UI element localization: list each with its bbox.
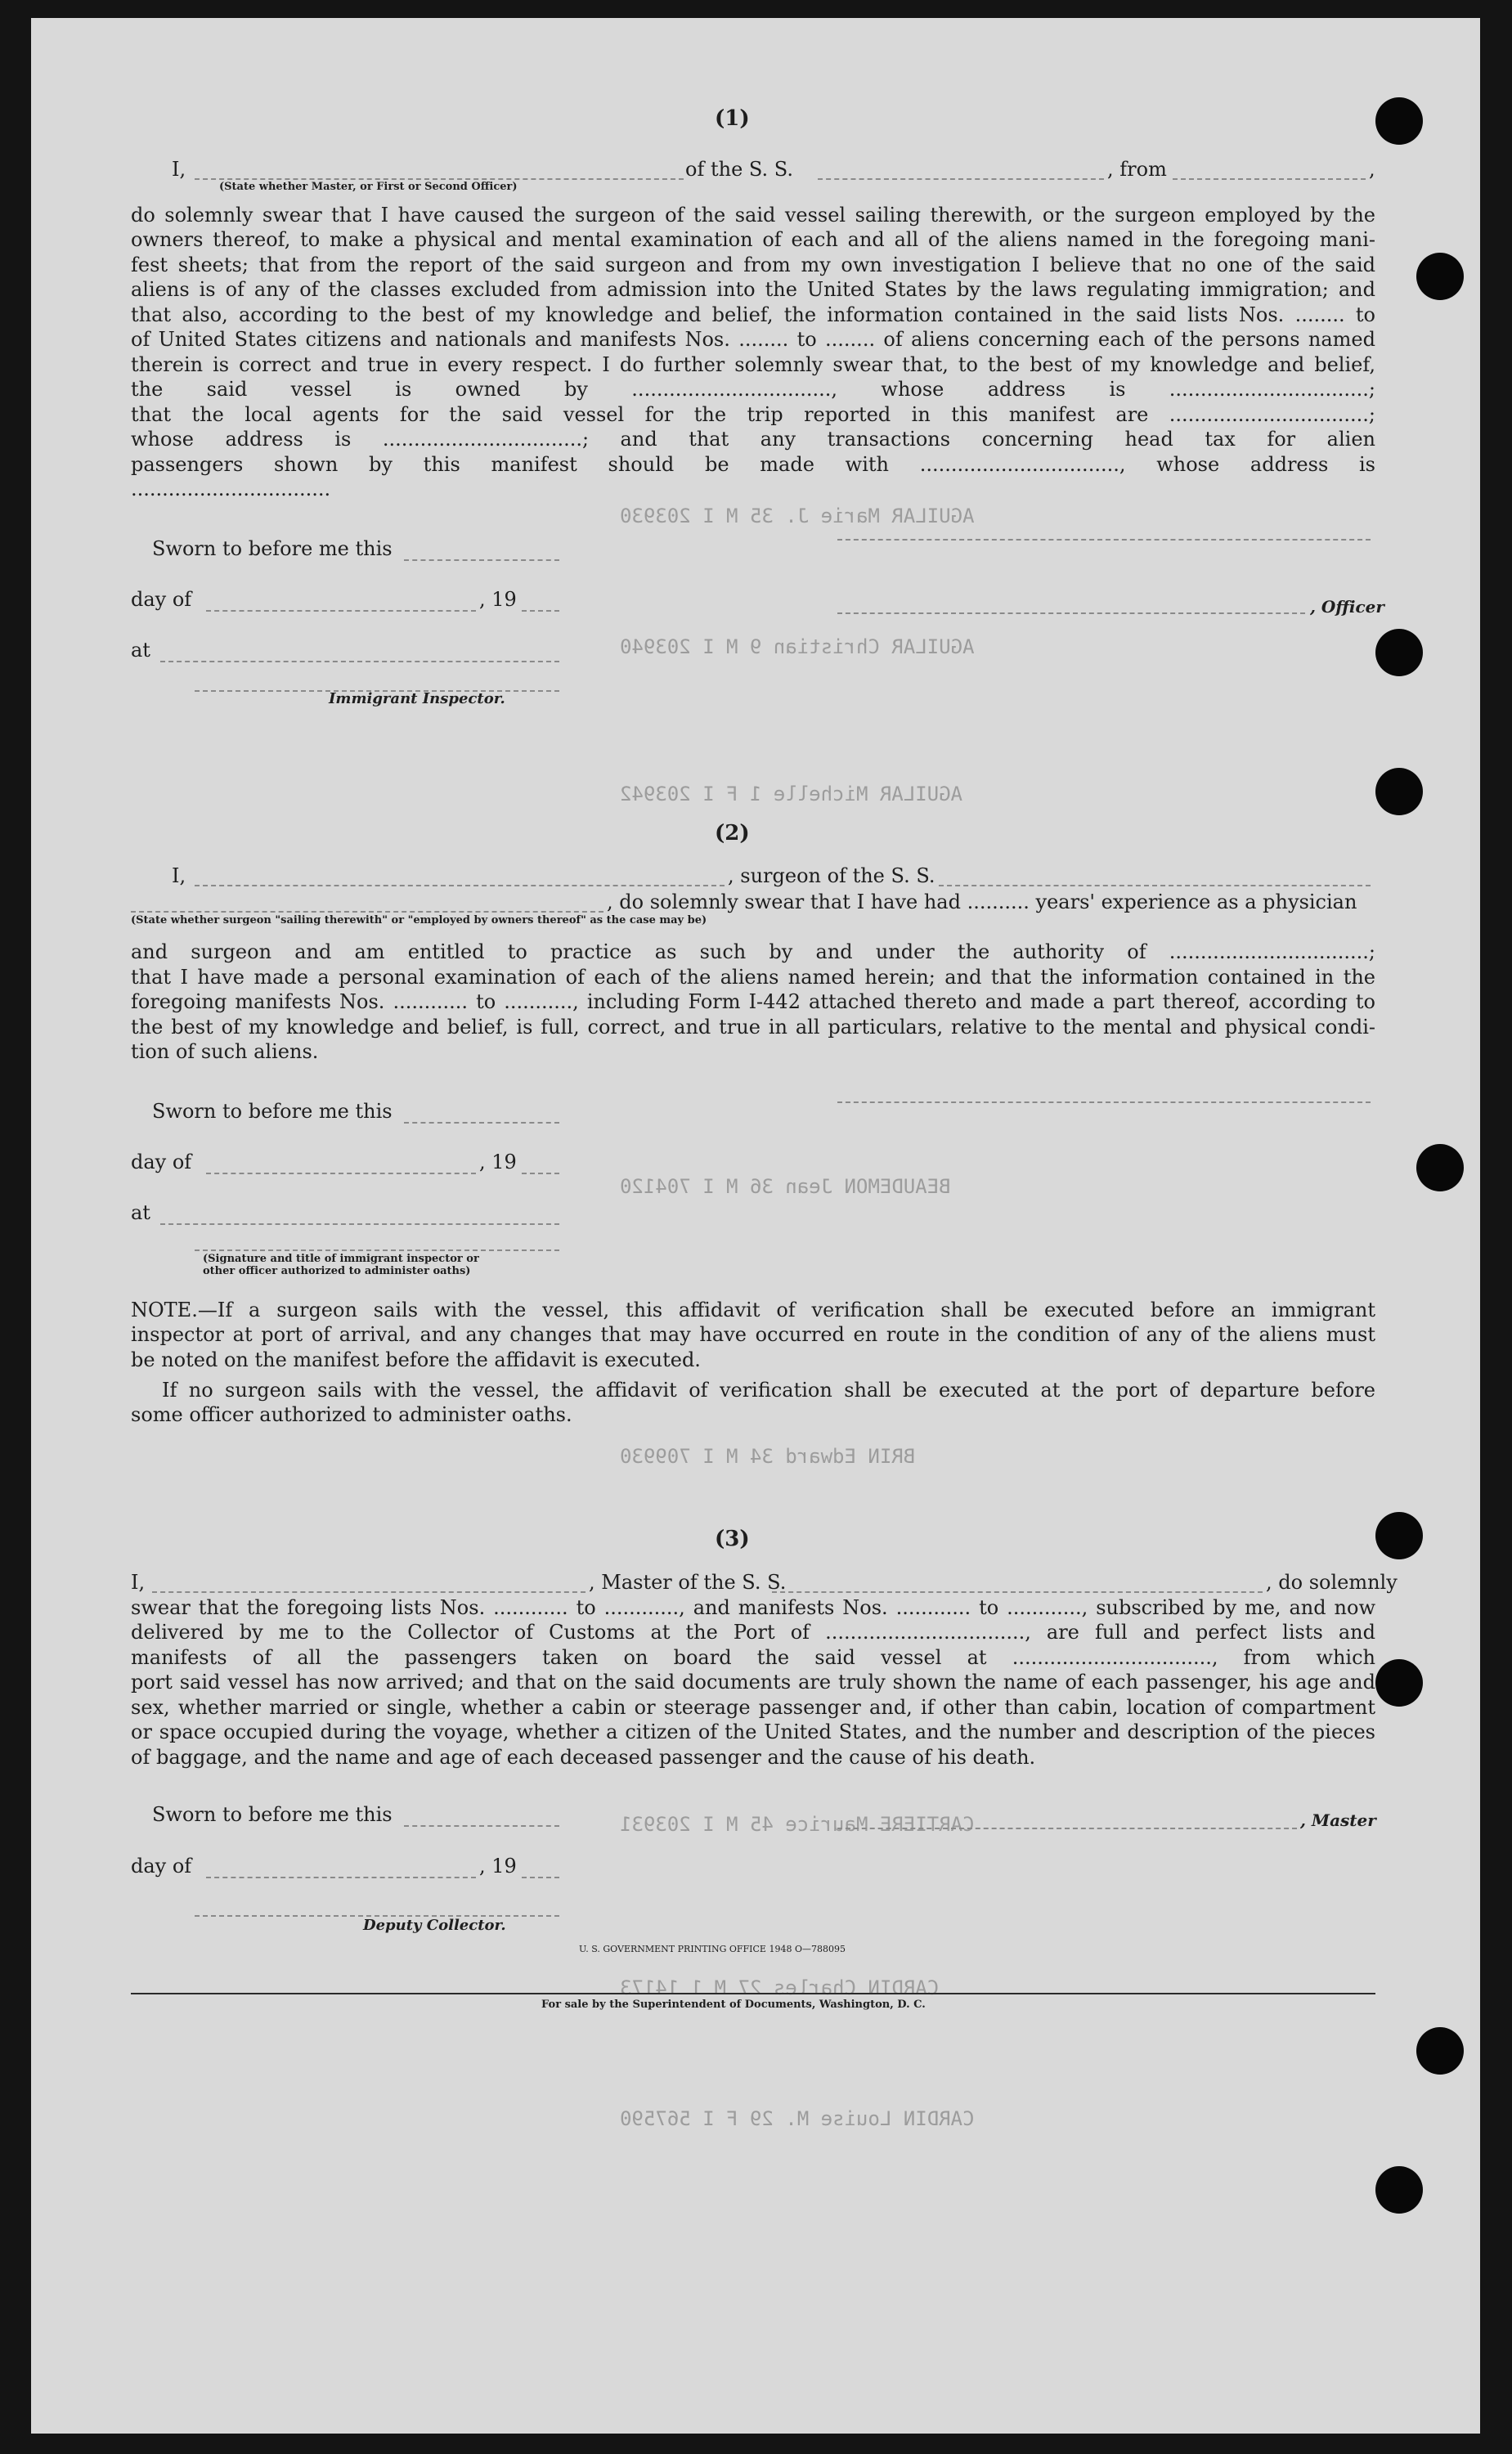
year-label: , 19	[479, 1855, 517, 1878]
sworn-date-line	[404, 1122, 559, 1124]
of-the-ss-label: of the S. S.	[685, 158, 793, 181]
surgeon-text-line: that I have made a personal examination of each of the aliens named herein; and that the information contained in the	[131, 966, 1375, 989]
do-solemnly-label: , do solemnly	[1266, 1571, 1398, 1594]
master-text-line: or space occupied during the voyage, whether a citizen of the United States, and the number and description of the pieces	[131, 1720, 1375, 1743]
bleed-through-text: AGUILAR Michelle 1 F I 203942	[620, 783, 963, 805]
officer-right-line	[837, 539, 1371, 541]
surgeon-name-line	[195, 885, 725, 886]
day-of-label: day of	[131, 588, 192, 611]
oath-text-line: do solemnly swear that I have caused the surgeon of the said vessel sailing therewith, or the surgeon employed by the	[131, 204, 1375, 227]
from-label: , from	[1107, 158, 1167, 181]
year-line	[522, 1173, 559, 1174]
section-2-number: (2)	[715, 821, 750, 846]
surgeon-of-ss-label: , surgeon of the S. S.	[728, 864, 935, 887]
master-of-ss-label: , Master of the S. S.	[589, 1571, 787, 1594]
surgeon-signature-line	[837, 1101, 1371, 1103]
oath-text-line: that the local agents for the said vessel for the trip reported in this manifest are ................................;	[131, 403, 1375, 426]
experience-text: , do solemnly swear that I have had .......... years' experience as a physician	[607, 891, 1357, 913]
punch-hole	[1416, 2027, 1464, 2075]
oath-text-line: ................................	[131, 478, 331, 500]
oath-text-line: of United States citizens and nationals and manifests Nos. ........ to ........ of aliens concerning each of the persons named	[131, 328, 1375, 351]
inspector-signature-line	[195, 1249, 559, 1251]
oath-text-line: the said vessel is owned by ................................, whose address is ................................;	[131, 378, 1375, 401]
note-line: inspector at port of arrival, and any changes that may have occurred en route in the condition of any of the aliens must	[131, 1323, 1375, 1346]
oath-text-line: that also, according to the best of my knowledge and belief, the information contained in the said lists Nos. ........ to	[131, 303, 1375, 326]
punch-hole	[1375, 1512, 1423, 1559]
month-line	[206, 1877, 476, 1878]
master-text-line: manifests of all the passengers taken on board the said vessel at ................................, from which	[131, 1646, 1375, 1669]
master-text-line: swear that the foregoing lists Nos. ............ to ............, and manifests Nos. ............ to ............, subscribed by me, and now	[131, 1596, 1375, 1619]
section-3-number: (3)	[715, 1527, 750, 1551]
month-line	[206, 1173, 476, 1174]
place-line	[160, 661, 559, 662]
sworn-date-line	[404, 1825, 559, 1827]
note-line: be noted on the manifest before the affidavit is executed.	[131, 1348, 701, 1371]
master-text-line: port said vessel has now arrived; and that on the said documents are truly shown the name of each passenger, his age and	[131, 1671, 1375, 1694]
punch-hole	[1375, 97, 1423, 145]
surgeon-type-line	[131, 911, 603, 913]
comma: ,	[1369, 158, 1375, 181]
at-label: at	[131, 639, 150, 662]
bleed-through-text: CARDIN Louise M. 29 F I 567590	[620, 2107, 975, 2130]
bleed-through-text: CARTIERE Maurice 45 M I 203931	[620, 1813, 975, 1836]
master-signature-line	[837, 1828, 1297, 1829]
officer-signature-line	[837, 612, 1305, 614]
year-label: , 19	[479, 588, 517, 611]
year-line	[522, 1877, 559, 1878]
from-port-line	[1173, 178, 1366, 180]
surgeon-vessel-line	[939, 885, 1371, 886]
vessel-name-line	[772, 1591, 1263, 1593]
printing-office-imprint: U. S. GOVERNMENT PRINTING OFFICE 1948 O—788095	[579, 1944, 846, 1954]
surgeon-text-line: the best of my knowledge and belief, is full, correct, and true in all particulars, relative to the mental and physical condi-	[131, 1016, 1375, 1039]
year-line	[522, 610, 559, 612]
sales-notice: For sale by the Superintendent of Documents, Washington, D. C.	[541, 1999, 926, 2011]
immigrant-inspector-label: Immigrant Inspector.	[329, 690, 505, 707]
surgeon-type-caption: (State whether surgeon "sailing therewith" or "employed by owners thereof" as the case may be)	[131, 914, 707, 926]
punch-hole	[1416, 1144, 1464, 1191]
bleed-through-text: AGUILAR Christian 9 M I 203940	[620, 635, 975, 658]
year-label: , 19	[479, 1151, 517, 1173]
note-line: If no surgeon sails with the vessel, the affidavit of verification shall be executed at the port of departure before	[162, 1379, 1375, 1402]
master-pronoun: I,	[131, 1571, 146, 1594]
punch-hole	[1375, 1659, 1423, 1707]
master-text-line: sex, whether married or single, whether a cabin or steerage passenger and, if other than cabin, location of compartment	[131, 1696, 1375, 1719]
signature-caption: (Signature and title of immigrant inspector or	[203, 1253, 479, 1265]
bleed-through-text: AGUILAR Marie J. 35 M I 203930	[620, 505, 975, 527]
sworn-date-line	[404, 559, 559, 561]
note-line: NOTE.—If a surgeon sails with the vessel, this affidavit of verification shall be executed before an immigrant	[131, 1299, 1375, 1321]
signature-caption: other officer authorized to administer oaths)	[203, 1265, 471, 1277]
oath-text-line: whose address is ................................; and that any transactions concerning head tax for alien	[131, 428, 1375, 451]
sworn-label: Sworn to before me this	[152, 1100, 393, 1123]
bleed-through-text: CARDIN Charles 27 M 1 14173	[620, 1976, 940, 1999]
surgeon-text-line: tion of such aliens.	[131, 1040, 319, 1063]
bleed-through-text: BEAUDEMON Jean 36 M I 704120	[620, 1175, 951, 1198]
oath-text-line: therein is correct and true in every respect. I do further solemnly swear that, to the best of my knowledge and belief,	[131, 353, 1375, 376]
master-text-line: of baggage, and the name and age of each deceased passenger and the cause of his death.	[131, 1746, 1036, 1769]
oath-text-line: aliens is of any of the classes excluded from admission into the United States by the laws regulating immigration; and	[131, 278, 1375, 301]
deputy-collector-label: Deputy Collector.	[363, 1917, 506, 1934]
vessel-name-line	[818, 178, 1104, 180]
master-pronoun: I,	[172, 158, 186, 181]
sworn-label: Sworn to before me this	[152, 537, 393, 560]
punch-hole	[1375, 768, 1423, 815]
punch-hole	[1375, 2166, 1423, 2214]
oath-text-line: passengers shown by this manifest should be made with ................................, whose address is	[131, 453, 1375, 476]
place-line	[160, 1223, 559, 1225]
section-1-number: (1)	[715, 106, 750, 131]
month-line	[206, 610, 476, 612]
surgeon-pronoun: I,	[172, 864, 186, 887]
master-name-line	[195, 178, 684, 180]
master-label: , Master	[1300, 1810, 1376, 1830]
surgeon-text-line: foregoing manifests Nos. ............ to ..........., including Form I-442 attached thereto and made a part thereof, according to	[131, 990, 1375, 1013]
master-text-line: delivered by me to the Collector of Customs at the Port of ................................, are full and perfect lists and	[131, 1621, 1375, 1644]
oath-text-line: fest sheets; that from the report of the said surgeon and from my own investigation I believe that no one of the said	[131, 253, 1375, 276]
oath-text-line: owners thereof, to make a physical and mental examination of each and all of the aliens named in the foregoing mani-	[131, 228, 1375, 251]
punch-hole	[1416, 253, 1464, 300]
manifest-page	[31, 18, 1480, 2434]
punch-hole	[1375, 629, 1423, 676]
footer-rule	[131, 1993, 1375, 1994]
at-label: at	[131, 1201, 150, 1224]
day-of-label: day of	[131, 1855, 192, 1878]
bleed-through-text: BRIN Edward 34 M I 709930	[620, 1445, 916, 1468]
master-rank-caption: (State whether Master, or First or Second Officer)	[219, 181, 518, 193]
day-of-label: day of	[131, 1151, 192, 1173]
note-line: some officer authorized to administer oaths.	[131, 1403, 572, 1426]
officer-label: , Officer	[1310, 597, 1384, 617]
sworn-label: Sworn to before me this	[152, 1803, 393, 1826]
master-name-line	[152, 1591, 586, 1593]
surgeon-text-line: and surgeon and am entitled to practice as such by and under the authority of ................................;	[131, 940, 1375, 963]
